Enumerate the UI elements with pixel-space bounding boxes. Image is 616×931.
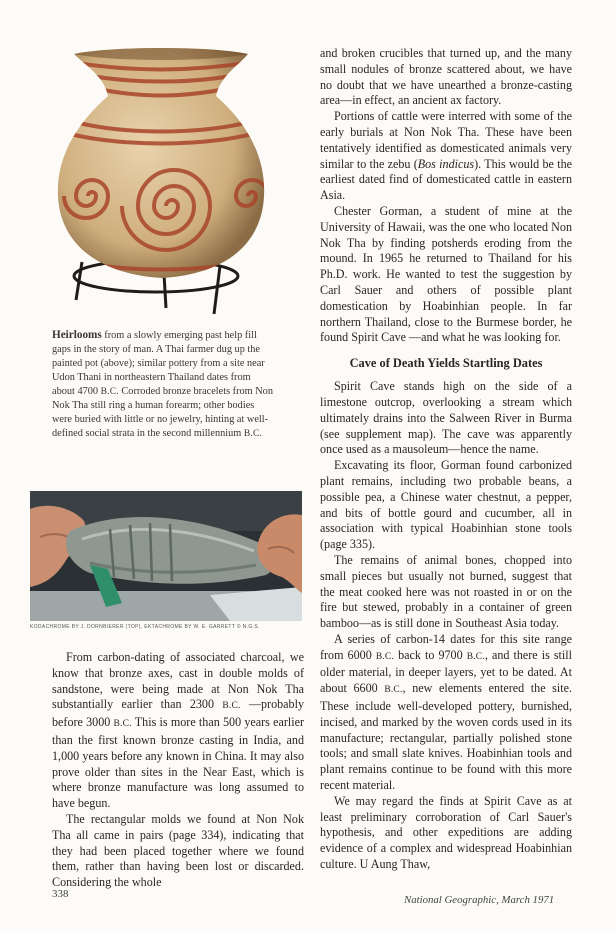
right-paragraph-5: Excavating its floor, Gorman found carbonized plant remains, including two probable beans, a possible pea, a Chinese water chestnut, a pepper, and bits of bottle gourd and cucumber, all in association with typical Hoabinhian stone tools (page 335). [320, 458, 572, 552]
left-column [52, 650, 304, 891]
right-paragraph-8: We may regard the finds at Spirit Cave as at least preliminary corroboration of Carl Sauer's hypothesis, and other expeditions are adding evidence of a complex and widespread Hoabinhian culture. U Aung Thaw, [320, 793, 572, 872]
right-paragraph-7: A series of carbon-14 dates for this site range from 6000 B.C. back to 9700 B.C., and there is still older material, in deeper layers, yet to be dated. At about 6600 B.C., new elements entered the site. These include well-developed pottery, burnished, incised, and marked by the woven cords used in its manufacture; rectangular, partially polished stone tools; and small slate knives. Hoabinhian tools and plant remains continue to be found with this more recent material. [320, 631, 572, 793]
right-column [320, 46, 572, 873]
left-paragraph-1: From carbon-dating of associated charcoal, we know that bronze axes, cast in double molds of sandstone, were being made at Non Nok Tha substantially earlier than 2300 B.C. —probably before 3000 B.C. This is more than 500 years earlier than the first known bronze casting in India, and 1,000 years before any known in China. It may also prove older than sites in the Near East, which is where bronze manufacture was long assumed to have begun. [52, 650, 304, 811]
right-paragraph-1: and broken crucibles that turned up, and the many small nodules of bronze scattered about, we have no doubt that we have unearthed a bronze-casting area—in effect, an ancient ax factory. [320, 46, 572, 108]
right-paragraph-2: Portions of cattle were interred with some of the early burials at Non Nok Tha. These have been tentatively identified as domesticated animals very similar to the zebu (Bos indicus). This would be the earliest dated find of domesticated cattle in eastern Asia. [320, 109, 572, 203]
photo-credit: KODACHROME BY J. DORNBIERER (TOP), EKTACHROME BY W. E. GARRETT © N.G.S. [30, 624, 260, 630]
left-paragraph-2: The rectangular molds we found at Non Nok Tha all came in pairs (page 334), indicating that they had been placed together where we found them, rather than having been lost or discarded. Considering the whole [52, 811, 304, 890]
bronze-bracelets-photo [30, 491, 302, 621]
publication-footer: National Geographic, March 1971 [404, 894, 555, 906]
right-paragraph-6: The remains of animal bones, chopped into small pieces but usually not burned, suggest that the meat cooked here was not roasted in or on the fire but stewed, probably in a container of green bamboo—as is still done in Southeast Asia today. [320, 552, 572, 631]
pottery-caption: Heirlooms from a slowly emerging past help fill gaps in the story of man. A Thai farmer dug up the painted pot (above); similar pottery from a site near Udon Thani in northeastern Thailand dates from about 4700 B.C. Corroded bronze bracelets from Non Nok Tha still ring a human forearm; other bodies were buried with little or no jewelry, hinting at well-defined social strata in the second millennium B.C. [52, 329, 273, 439]
page-number: 338 [52, 888, 69, 900]
section-heading: Cave of Death Yields Startling Dates [349, 356, 543, 371]
painted-pot-photo [52, 46, 272, 318]
right-paragraph-3: Chester Gorman, a student of mine at the University of Hawaii, was the one who located Non Nok Tha by finding potsherds eroding from the mound. In 1965 he returned to Thailand for his Ph.D. work. He wanted to test the suggestion by Carl Sauer and others of possible plant domestication by Hoabinhian people. In far northern Thailand, close to the Burmese border, he found Spirit Cave —and what he was looking for. [320, 203, 572, 345]
right-paragraph-4: Spirit Cave stands high on the side of a limestone outcrop, overlooking a stream which ultimately drains into the Salween River in Burma (see supplement map). The cave was apparently once used as a mausoleum—hence the name. [320, 379, 572, 457]
